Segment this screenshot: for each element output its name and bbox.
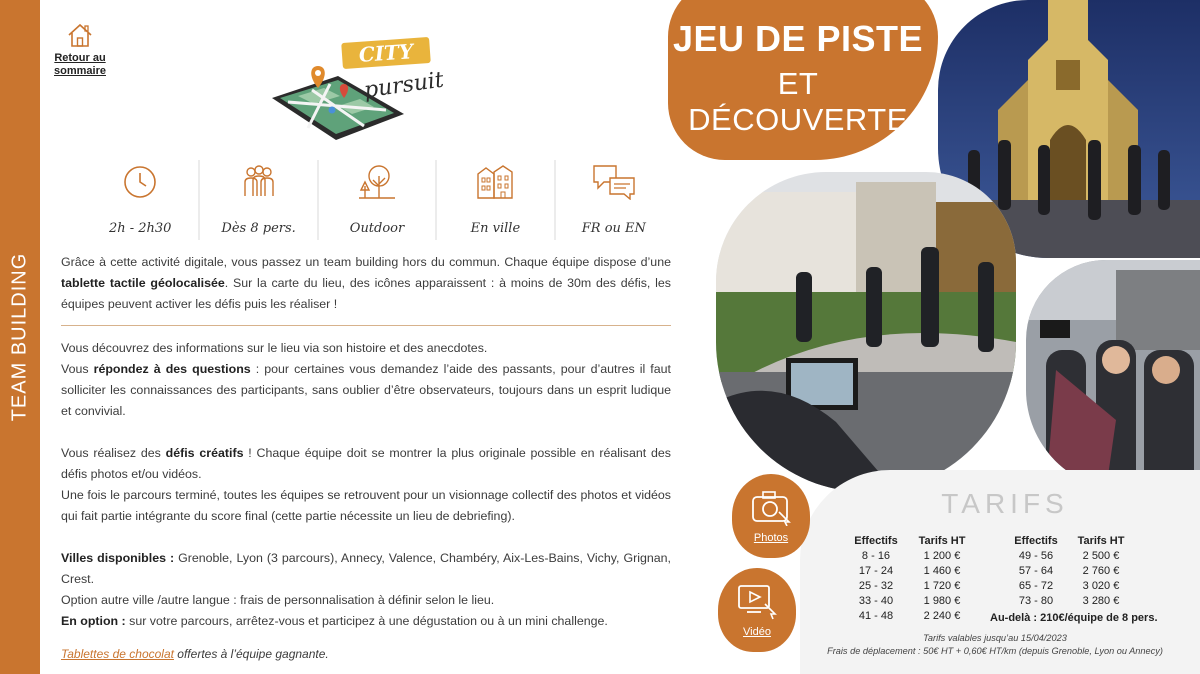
tarifs-title: TARIFS bbox=[941, 488, 1069, 519]
table-cell: 1 200 € bbox=[923, 550, 961, 562]
feature-group-size bbox=[198, 160, 316, 240]
paragraph-option: En option : sur votre parcours, arrêtez-vous et participez à une dégustation ou à un mini challenge. bbox=[61, 614, 608, 628]
clock-icon bbox=[122, 164, 158, 200]
hero-subtitle: ET DÉCOUVERTE bbox=[688, 66, 908, 137]
tarifs-table-right bbox=[1004, 534, 1134, 609]
table-cell: 57 - 64 bbox=[1018, 565, 1054, 577]
right-price-col bbox=[1068, 534, 1134, 609]
tarifs-table-left bbox=[842, 534, 974, 624]
header-tarifs: Tarifs HT bbox=[918, 535, 966, 547]
paragraph-history: Vous découvrez des informations sur le lieu via son histoire et des anecdotes. bbox=[61, 341, 488, 355]
header-tarifs: Tarifs HT bbox=[1077, 535, 1125, 547]
paragraph-intro: Grâce à cette activité digitale, vous passez un team building hors du commun. Chaque équipe dispose d’une tablette tactile géolocalisée. Sur la carte du lieu, des icônes apparaissent : à moins de 30m des défis, les équipes peuvent activer les défis puis les réaliser ! bbox=[61, 255, 671, 311]
table-cell: 1 720 € bbox=[923, 580, 961, 592]
feature-duration bbox=[82, 160, 198, 240]
back-link-line1: Retour au bbox=[54, 52, 106, 64]
table-cell: 1 980 € bbox=[923, 595, 961, 607]
table-cell: 3 280 € bbox=[1082, 595, 1120, 607]
table-cell: 1 460 € bbox=[923, 565, 961, 577]
table-cell: 73 - 80 bbox=[1018, 595, 1054, 607]
right-effectifs-col bbox=[1004, 534, 1068, 609]
table-cell: 41 - 48 bbox=[858, 610, 894, 622]
logo-graphic bbox=[268, 36, 468, 146]
header-effectifs: Effectifs bbox=[1014, 535, 1058, 547]
tarif-travel-fees: Frais de déplacement : 50€ HT + 0,60€ HT/km (depuis Grenoble, Lyon ou Annecy) bbox=[827, 646, 1163, 656]
logo-word-city: CITY bbox=[358, 39, 414, 67]
header-effectifs: Effectifs bbox=[854, 535, 898, 547]
paragraph-debrief: Une fois le parcours terminé, toutes les équipes se retrouvent pour un visionnage collectif des photos et vidéos qui fait partie intégrante du score final (cette partie nécessite un lieu de debriefing). bbox=[61, 488, 671, 523]
footnote: Tablettes de chocolat offertes à l’équipe gagnante. bbox=[61, 647, 329, 661]
video-icon bbox=[737, 582, 777, 620]
tarif-beyond: Au-delà : 210€/équipe de 8 pers. bbox=[990, 612, 1158, 624]
hero-title: JEU DE PISTE bbox=[672, 18, 924, 59]
table-cell: 17 - 24 bbox=[858, 565, 894, 577]
speech-bubbles-icon bbox=[592, 164, 636, 200]
side-band-label: TEAM BUILDING bbox=[8, 252, 31, 422]
feature-outdoor bbox=[317, 160, 435, 240]
table-cell: 2 760 € bbox=[1082, 565, 1120, 577]
description bbox=[61, 252, 671, 665]
logo-word-pursuit: pursuit bbox=[362, 67, 446, 104]
table-cell: 2 500 € bbox=[1082, 550, 1120, 562]
photo-selfie-crowd bbox=[1026, 260, 1200, 490]
back-link-line2: sommaire bbox=[54, 65, 106, 77]
left-effectifs-col bbox=[842, 534, 910, 624]
back-to-summary-link[interactable] bbox=[50, 22, 110, 78]
camera-icon bbox=[751, 488, 791, 526]
feature-label: En ville bbox=[470, 221, 521, 236]
photo-park-group bbox=[716, 172, 1016, 492]
photos-button-label: Photos bbox=[753, 532, 789, 544]
photos-button[interactable] bbox=[732, 474, 810, 558]
features-row bbox=[82, 160, 672, 240]
group-icon bbox=[239, 164, 279, 200]
table-cell: 33 - 40 bbox=[858, 595, 894, 607]
tree-icon bbox=[357, 164, 397, 200]
table-cell: 49 - 56 bbox=[1018, 550, 1054, 562]
tarif-validity: Tarifs valables jusqu’au 15/04/2023 bbox=[923, 633, 1067, 643]
left-price-col bbox=[910, 534, 974, 624]
side-band bbox=[0, 0, 40, 674]
table-cell: 2 240 € bbox=[923, 610, 961, 622]
home-icon bbox=[66, 22, 94, 48]
paragraph-questions: Vous répondez à des questions : pour certaines vous demandez l’aide des passants, pour d’autres il faut solliciter les connaissances des participants, sans oublier d’être observateurs, toujours dans un esprit ludique et convivial. bbox=[61, 362, 671, 418]
paragraph-creative: Vous réalisez des défis créatifs ! Chaque équipe doit se montrer la plus originale possible en réalisant des défis photos et/ou vidéos. bbox=[61, 446, 671, 481]
city-pursuit-logo bbox=[268, 36, 468, 146]
feature-label: Outdoor bbox=[349, 221, 405, 236]
tarif-notes bbox=[820, 632, 1170, 658]
building-icon bbox=[475, 164, 515, 200]
feature-label: FR ou EN bbox=[581, 221, 646, 236]
feature-in-town bbox=[435, 160, 553, 240]
feature-label: 2h - 2h30 bbox=[108, 221, 172, 236]
paragraph-cities: Villes disponibles : Grenoble, Lyon (3 parcours), Annecy, Valence, Chambéry, Aix-Les-Bains, Vichy, Grignan, Crest. bbox=[61, 551, 671, 586]
video-button-label: Vidéo bbox=[743, 626, 771, 638]
chocolate-link[interactable]: Tablettes de chocolat bbox=[61, 647, 174, 661]
feature-languages bbox=[554, 160, 672, 240]
feature-label: Dès 8 pers. bbox=[221, 221, 296, 236]
table-cell: 65 - 72 bbox=[1018, 580, 1054, 592]
table-cell: 3 020 € bbox=[1082, 580, 1120, 592]
video-button[interactable] bbox=[718, 568, 796, 652]
divider bbox=[61, 325, 671, 326]
paragraph-option-city: Option autre ville /autre langue : frais de personnalisation à définir selon le lieu. bbox=[61, 593, 495, 607]
table-cell: 8 - 16 bbox=[861, 550, 891, 562]
table-cell: 25 - 32 bbox=[858, 580, 894, 592]
